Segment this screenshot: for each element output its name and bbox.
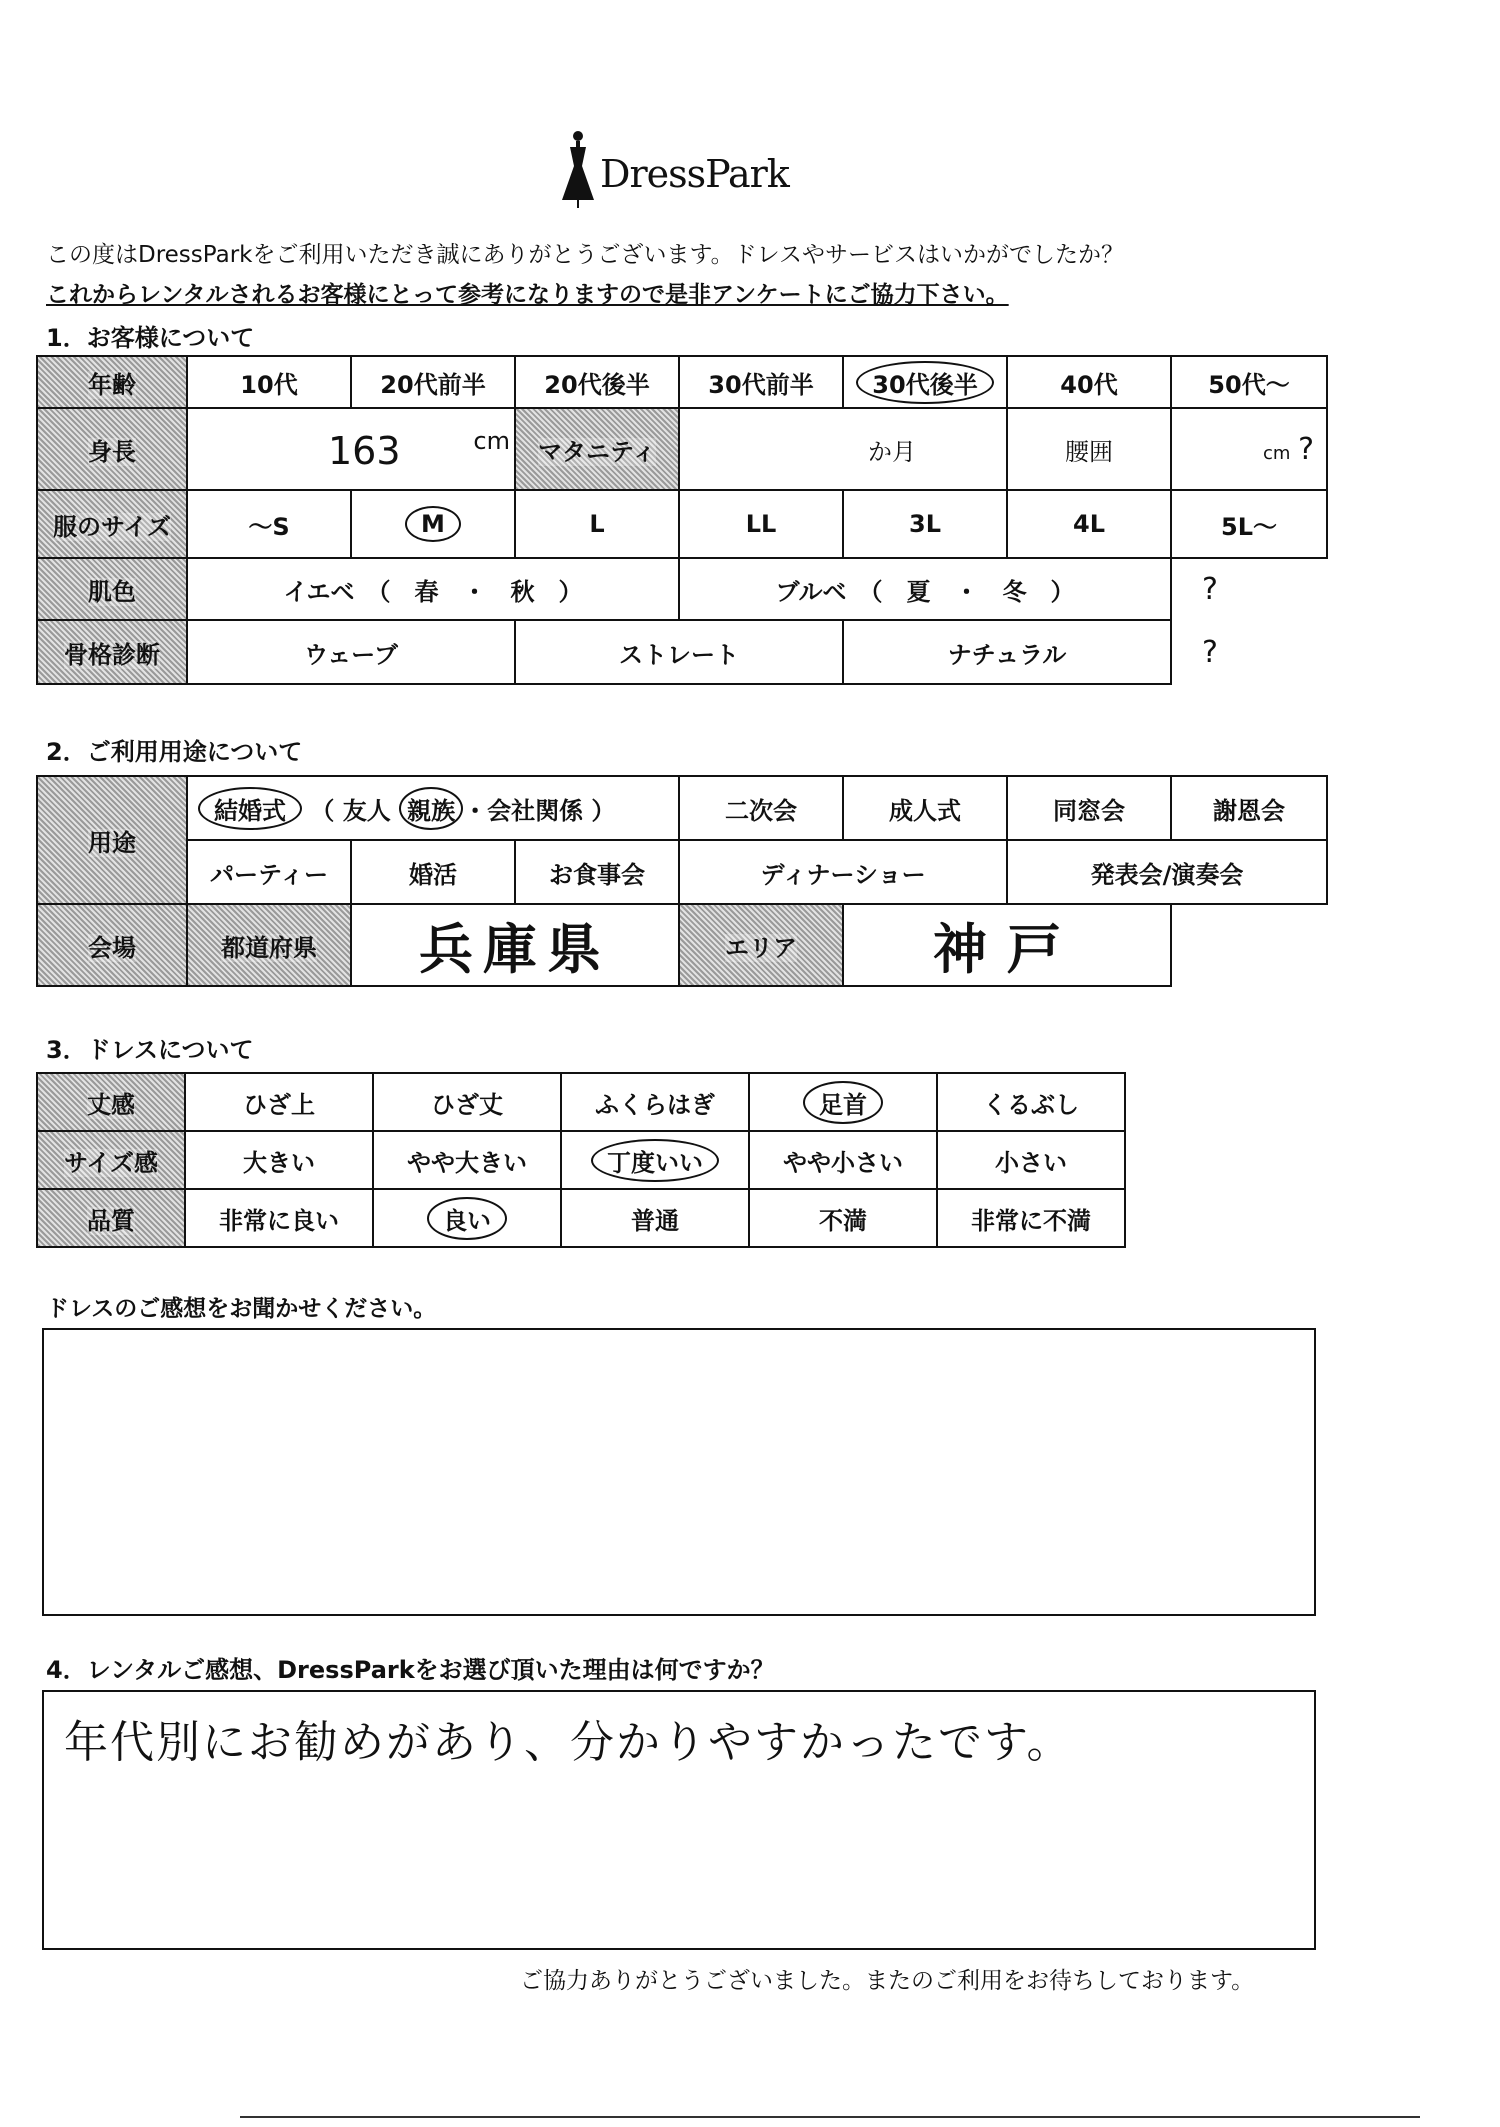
- use-option[interactable]: パーティー: [187, 840, 351, 904]
- intro-text: この度はDressParkをご利用いただき誠にありがとうございます。ドレスやサービスはいかがでしたか？: [46, 242, 1124, 268]
- prefecture-value[interactable]: 兵庫県: [351, 904, 679, 986]
- maternity-label: マタニティ: [515, 408, 679, 490]
- area-label: エリア: [679, 904, 843, 986]
- fit-option[interactable]: やや小さい: [749, 1131, 937, 1189]
- friend-option[interactable]: （ 友人: [310, 796, 391, 825]
- bone-mark: ?: [1202, 634, 1218, 670]
- age-option[interactable]: 20代後半: [515, 356, 679, 408]
- customer-table: [36, 355, 1328, 685]
- size-option[interactable]: ～S: [187, 490, 351, 558]
- bone-label: 骨格診断: [37, 620, 187, 684]
- age-label: 年齢: [37, 356, 187, 408]
- length-option[interactable]: くるぶし: [937, 1073, 1125, 1131]
- use-option[interactable]: お食事会: [515, 840, 679, 904]
- section3-title: 3．ドレスについて: [46, 1036, 254, 1064]
- skin-blue-option[interactable]: ブルベ （ 夏 ・ 冬 ）: [679, 558, 1171, 620]
- length-option[interactable]: ふくらはぎ: [561, 1073, 749, 1131]
- size-option[interactable]: L: [515, 490, 679, 558]
- logo-text: DressPark: [600, 152, 789, 196]
- use-option[interactable]: 二次会: [679, 776, 843, 840]
- intro-request: これからレンタルされるお客様にとって参考になりますので是非アンケートにご協力下さい。: [46, 282, 1009, 308]
- quality-option[interactable]: 非常に良い: [185, 1189, 373, 1247]
- age-option[interactable]: 10代: [187, 356, 351, 408]
- skin-mark: ?: [1202, 572, 1218, 607]
- age-option[interactable]: 20代前半: [351, 356, 515, 408]
- size-option[interactable]: LL: [679, 490, 843, 558]
- section1-title: 1．お客様について: [46, 324, 255, 352]
- bone-option[interactable]: ナチュラル: [843, 620, 1171, 684]
- bone-option[interactable]: ストレート: [515, 620, 843, 684]
- age-option[interactable]: 30代前半: [679, 356, 843, 408]
- bottom-rule: [240, 2116, 1420, 2118]
- height-unit: cm: [473, 427, 510, 455]
- fit-option[interactable]: やや大きい: [373, 1131, 561, 1189]
- prefecture-label: 都道府県: [187, 904, 351, 986]
- dress-table: [36, 1072, 1126, 1248]
- use-option[interactable]: 婚活: [351, 840, 515, 904]
- quality-option[interactable]: 不満: [749, 1189, 937, 1247]
- size-option-selected[interactable]: M: [351, 490, 515, 558]
- waist-label: 腰囲: [1007, 408, 1171, 490]
- section2-title: 2．ご利用用途について: [46, 738, 303, 766]
- months-field[interactable]: か月: [679, 408, 1007, 490]
- waist-field[interactable]: cm ?: [1171, 408, 1327, 490]
- length-option-selected[interactable]: 足首: [749, 1073, 937, 1131]
- use-option[interactable]: 謝恩会: [1171, 776, 1327, 840]
- age-option[interactable]: 40代: [1007, 356, 1171, 408]
- family-selected[interactable]: 親族: [399, 787, 463, 830]
- area-value[interactable]: 神戸: [843, 904, 1171, 986]
- fit-label: サイズ感: [37, 1131, 185, 1189]
- section4-title: 4．レンタルご感想、DressParkをお選び頂いた理由は何ですか？: [46, 1656, 775, 1684]
- age-option-selected[interactable]: 30代後半: [843, 356, 1007, 408]
- quality-option-selected[interactable]: 良い: [373, 1189, 561, 1247]
- reason-answer: 年代別にお勧めがあり、分かりやすかったです。: [64, 1717, 1073, 1768]
- use-option[interactable]: 成人式: [843, 776, 1007, 840]
- size-option[interactable]: 3L: [843, 490, 1007, 558]
- use-option[interactable]: ディナーショー: [679, 840, 1007, 904]
- venue-label: 会場: [37, 904, 187, 986]
- skin-yellow-option[interactable]: イエベ （ 春 ・ 秋 ）: [187, 558, 679, 620]
- impressions-title: ドレスのご感想をお聞かせください。: [46, 1296, 437, 1322]
- wedding-selected[interactable]: 結婚式: [198, 787, 302, 830]
- length-label: 丈感: [37, 1073, 185, 1131]
- dresspark-logo: [560, 130, 820, 220]
- length-option[interactable]: ひざ上: [185, 1073, 373, 1131]
- height-value: 163: [328, 429, 401, 473]
- footer-thanks: ご協力ありがとうございました。またのご利用をお待ちしております。: [520, 1968, 1255, 1994]
- impressions-textarea[interactable]: [42, 1328, 1316, 1616]
- length-option[interactable]: ひざ丈: [373, 1073, 561, 1131]
- height-field[interactable]: [187, 408, 515, 490]
- use-label: 用途: [37, 776, 187, 904]
- height-label: 身長: [37, 408, 187, 490]
- size-option[interactable]: 5L～: [1171, 490, 1327, 558]
- usage-table: [36, 775, 1328, 987]
- age-option[interactable]: 50代～: [1171, 356, 1327, 408]
- quality-label: 品質: [37, 1189, 185, 1247]
- fit-option[interactable]: 大きい: [185, 1131, 373, 1189]
- quality-option[interactable]: 普通: [561, 1189, 749, 1247]
- fit-option[interactable]: 小さい: [937, 1131, 1125, 1189]
- reason-textarea[interactable]: [42, 1690, 1316, 1950]
- quality-option[interactable]: 非常に不満: [937, 1189, 1125, 1247]
- wedding-option[interactable]: [187, 776, 679, 840]
- use-option[interactable]: 発表会/演奏会: [1007, 840, 1327, 904]
- fit-option-selected[interactable]: 丁度いい: [561, 1131, 749, 1189]
- company-option[interactable]: ・会社関係 ）: [463, 796, 616, 825]
- skin-label: 肌色: [37, 558, 187, 620]
- bone-option[interactable]: ウェーブ: [187, 620, 515, 684]
- dress-icon: [560, 130, 596, 210]
- size-label: 服のサイズ: [37, 490, 187, 558]
- use-option[interactable]: 同窓会: [1007, 776, 1171, 840]
- size-option[interactable]: 4L: [1007, 490, 1171, 558]
